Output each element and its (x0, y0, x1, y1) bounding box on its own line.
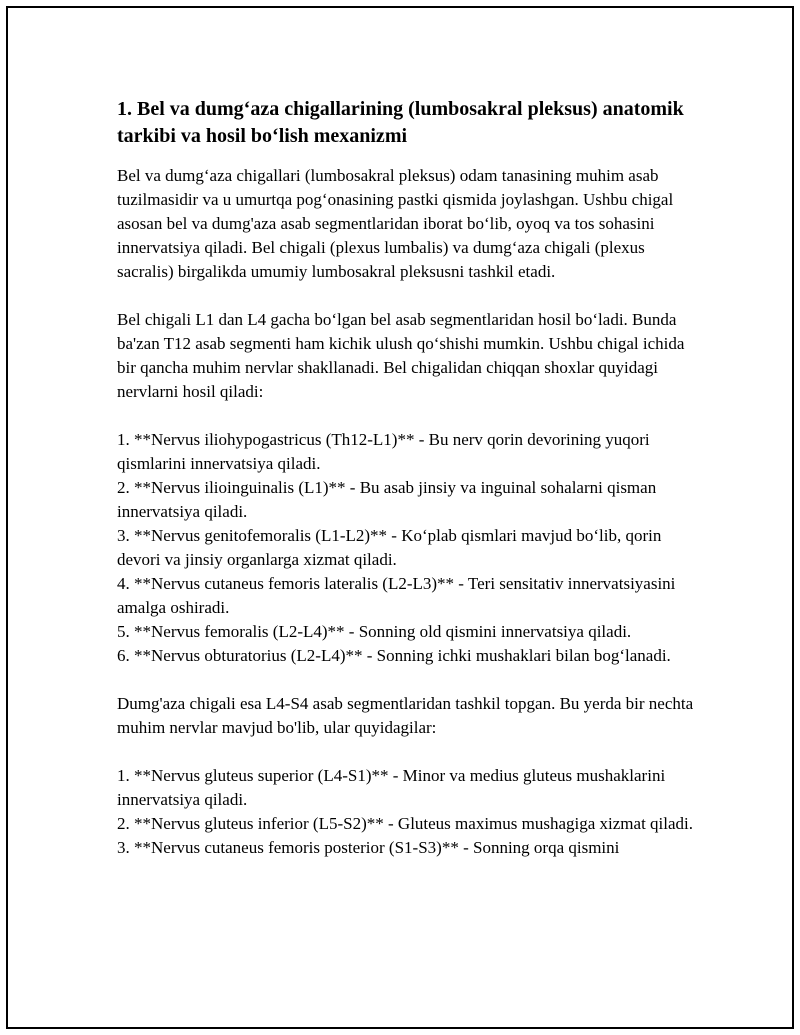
list-item: 1. **Nervus gluteus superior (L4-S1)** - Minor va medius gluteus mushaklarini innervatsiya qiladi. (117, 766, 666, 809)
paragraph-gap (117, 284, 697, 308)
list-item: 2. **Nervus ilioinguinalis (L1)** - Bu asab jinsiy va inguinal sohalarni qisman innervatsiya qiladi. (117, 478, 657, 521)
list-item: 4. **Nervus cutaneus femoris lateralis (L2-L3)** - Teri sensitativ innervatsiyasini amalga oshiradi. (117, 574, 676, 617)
paragraph-gap (117, 404, 697, 428)
paragraph-gap (117, 668, 697, 692)
list-item: 5. **Nervus femoralis (L2-L4)** - Sonning old qismini innervatsiya qiladi. (117, 622, 632, 641)
lumbar-nerve-list (117, 428, 697, 668)
list-item: 3. **Nervus genitofemoralis (L1-L2)** - Ko‘plab qismlari mavjud bo‘lib, qorin devori va jinsiy organlarga xizmat qiladi. (117, 526, 662, 569)
list-item: 6. **Nervus obturatorius (L2-L4)** - Sonning ichki mushaklari bilan bog‘lanadi. (117, 646, 671, 665)
document-body (117, 96, 697, 860)
list-item: 2. **Nervus gluteus inferior (L5-S2)** - Gluteus maximus mushagiga xizmat qiladi. (117, 814, 694, 833)
section-heading: 1. Bel va dumg‘aza chigallarining (lumbosakral pleksus) anatomik tarkibi va hosil bo‘lish mexanizmi (117, 98, 684, 147)
list-item: 3. **Nervus cutaneus femoris posterior (S1-S3)** - Sonning orqa qismini (117, 838, 620, 857)
sacral-plexus-paragraph: Dumg'aza chigali esa L4-S4 asab segmentlaridan tashkil topgan. Bu yerda bir nechta muhim nervlar mavjud bo'lib, ular quyidagilar: (117, 694, 694, 737)
sacral-nerve-list (117, 764, 697, 860)
lumbar-plexus-paragraph: Bel chigali L1 dan L4 gacha bo‘lgan bel asab segmentlaridan hosil bo‘ladi. Bunda ba'zan T12 asab segmenti ham kichik ulush qo‘shishi mumkin. Ushbu chigal ichida bir qancha muhim nervlar shakllanadi. Bel chigalidan chiqqan shoxlar quyidagi nervlarni hosil qiladi: (117, 310, 685, 401)
intro-paragraph: Bel va dumg‘aza chigallari (lumbosakral pleksus) odam tanasining muhim asab tuzilmasidir va u umurtqa pog‘onasining pastki qismida joylashgan. Ushbu chigal asosan bel va dumg'aza asab segmentlaridan iborat bo‘lib, oyoq va tos sohasini innervatsiya qiladi. Bel chigali (plexus lumbalis) va dumg‘aza chigali (plexus sacralis) birgalikda umumiy lumbosakral pleksusni tashkil etadi. (117, 166, 674, 281)
paragraph-gap (117, 740, 697, 764)
list-item: 1. **Nervus iliohypogastricus (Th12-L1)** - Bu nerv qorin devorining yuqori qismlarini innervatsiya qiladi. (117, 430, 650, 473)
